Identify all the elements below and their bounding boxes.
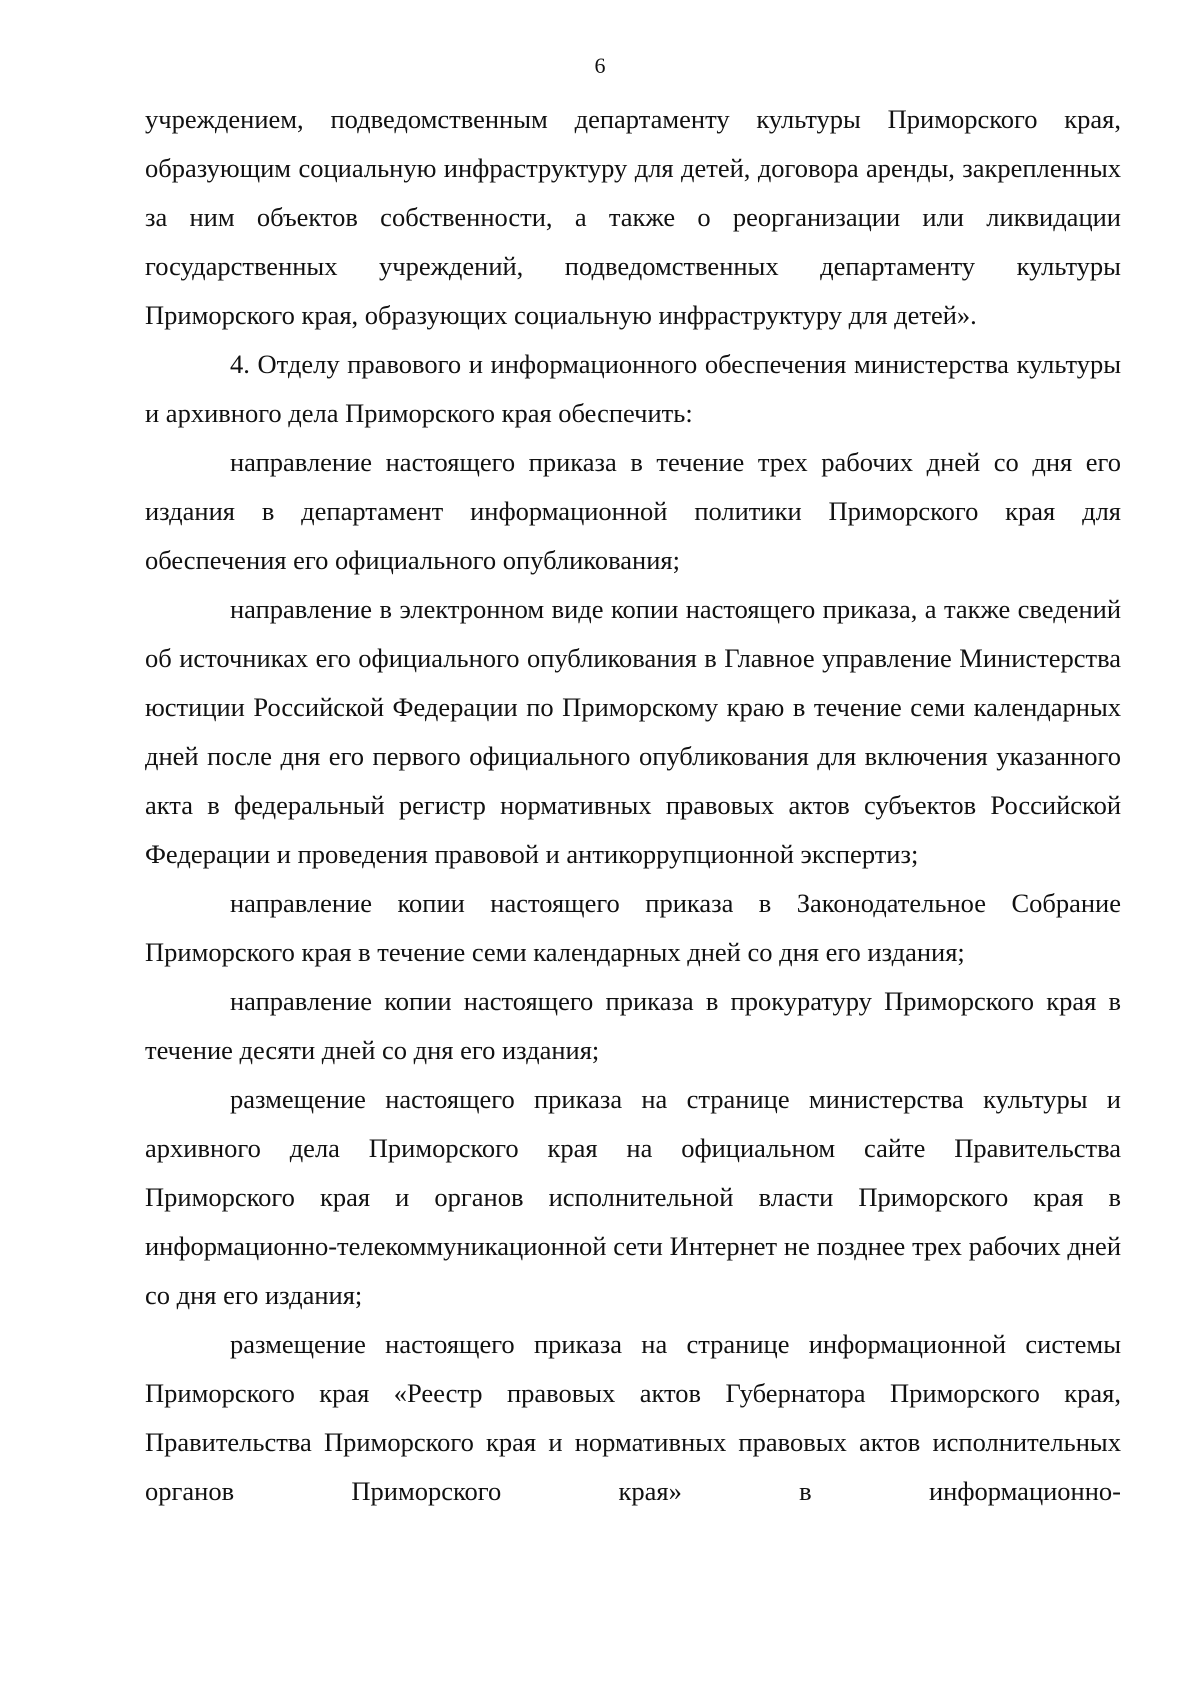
page-number: 6: [594, 53, 606, 78]
paragraph-item-4: 4. Отделу правового и информационного обеспечения министерства культуры и архивного дела Приморского края обеспечить:: [145, 349, 1121, 428]
paragraph-official-website: размещение настоящего приказа на странице министерства культуры и архивного дела Приморского края на официальном сайте Правительства Приморского края и органов исполнительной власти Приморского края в информационно-телекоммуникационной сети Интернет не позднее трех рабочих дней со дня его издания;: [145, 1084, 1121, 1310]
paragraph-registry-system: размещение настоящего приказа на странице информационной системы Приморского края «Реестр правовых актов Губернатора Приморского края, Правительства Приморского края и нормативных правовых актов исполнительных органов Приморского края» в информационно-: [145, 1329, 1121, 1506]
paragraph-ministry-of-justice: направление в электронном виде копии настоящего приказа, а также сведений об источниках его официального опубликования в Главное управление Министерства юстиции Российской Федерации по Приморскому краю в течение семи календарных дней после дня его первого официального опубликования для включения указанного акта в федеральный регистр нормативных правовых актов субъектов Российской Федерации и проведения правовой и антикоррупционной экспертиз;: [145, 594, 1121, 869]
paragraph-continuation: учреждением, подведомственным департаменту культуры Приморского края, образующим социальную инфраструктуру для детей, договора аренды, закрепленных за ним объектов собственности, а также о реорганизации или ликвидации государственных учреждений, подведомственных департаменту культуры Приморского края, образующих социальную инфраструктуру для детей».: [145, 104, 1121, 330]
paragraph-publication-request: направление настоящего приказа в течение трех рабочих дней со дня его издания в департамент информационной политики Приморского края для обеспечения его официального опубликования;: [145, 447, 1121, 575]
paragraph-legislative-assembly: направление копии настоящего приказа в Законодательное Собрание Приморского края в течение семи календарных дней со дня его издания;: [145, 888, 1121, 967]
document-body: [145, 95, 1121, 1516]
paragraph-prosecutor: направление копии настоящего приказа в прокуратуру Приморского края в течение десяти дней со дня его издания;: [145, 986, 1121, 1065]
